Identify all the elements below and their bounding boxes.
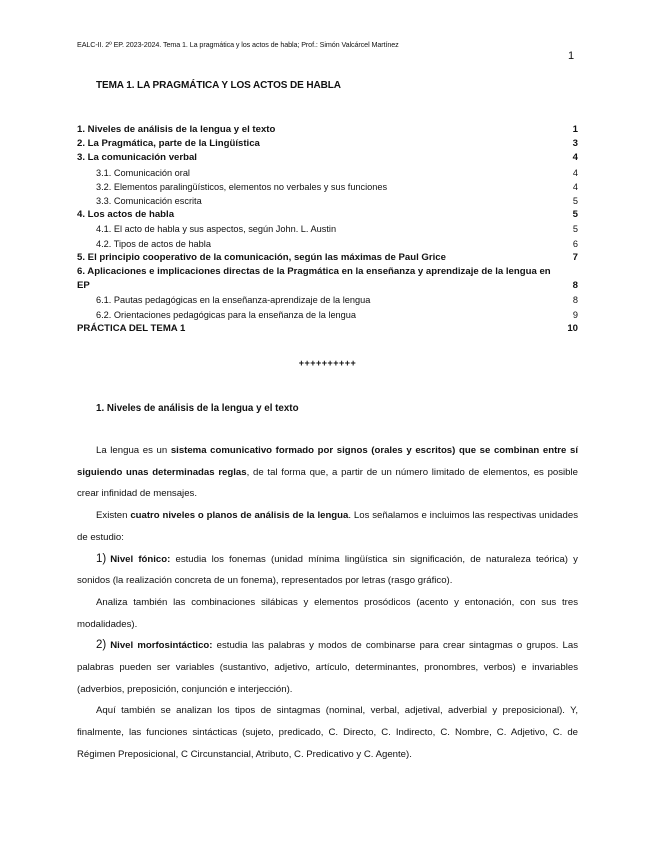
toc-page: 6 — [572, 238, 578, 249]
text-run: , de tal forma que, a partir de un número limitado de elementos, es posible crear infinidad de mensajes. — [77, 466, 578, 500]
toc-page: 4 — [572, 181, 578, 192]
toc-item-practica[interactable] — [77, 322, 578, 336]
toc-page: 9 — [572, 309, 578, 320]
paragraph-5 — [77, 635, 578, 700]
text-run: Existen — [96, 510, 131, 522]
toc-label: PRÁCTICA DEL TEMA 1 — [77, 322, 186, 334]
toc-page: 8 — [572, 280, 578, 292]
table-of-contents — [77, 123, 578, 336]
text-run: estudia las palabras y modos de combinarse para crear sintagmas o grupos. Las palabras pueden ser variables (sustantivo, adjetivo, artículo, determinantes, pronombres, verbos) e invariables (adverbios, preposición, conjunción e interjección). — [77, 640, 578, 695]
toc-label: 6.1. Pautas pedagógicas en la enseñanza-aprendizaje de la lengua — [96, 295, 371, 306]
paragraph-3 — [77, 549, 578, 592]
toc-page: 1 — [572, 124, 578, 135]
paragraph-2 — [77, 505, 578, 548]
list-marker: 1) — [96, 552, 107, 565]
toc-page: 3 — [572, 138, 578, 150]
toc-label: 2. La Pragmática, parte de la Lingüística — [77, 138, 260, 150]
toc-page: 8 — [572, 295, 578, 306]
section-separator: ++++++++++ — [298, 358, 357, 368]
text-run-bold: Nivel fónico: — [110, 553, 171, 565]
toc-item-3-3[interactable] — [77, 194, 578, 208]
toc-item-6-2[interactable] — [77, 308, 578, 322]
toc-label-end: EP — [77, 280, 90, 292]
toc-item-4[interactable] — [77, 208, 578, 222]
toc-label: 3.2. Elementos paralingüísticos, elementos no verbales y sus funciones — [96, 181, 388, 192]
toc-label: 3. La comunicación verbal — [77, 152, 197, 164]
paragraph-6: Aquí también se analizan los tipos de sintagmas (nominal, verbal, adjetival, adverbial y preposicional). Y, finalmente, las funciones sintácticas (sujeto, predicado, C. Directo, C. Indirecto, C. Nombre, C. Adjetivo, C. de Régimen Preposicional, C Circunstancial, Atributo, C. Predicativo y C. Agente). — [77, 705, 578, 760]
toc-label: 4.2. Tipos de actos de habla — [96, 238, 211, 249]
toc-label: 3.1. Comunicación oral — [96, 167, 190, 178]
text-run-bold: Nivel morfosintáctico: — [110, 640, 213, 652]
toc-page: 7 — [572, 251, 578, 263]
toc-page: 5 — [572, 209, 578, 221]
section-heading: 1. Niveles de análisis de la lengua y el texto — [96, 403, 299, 414]
toc-label-continuation — [77, 279, 578, 293]
toc-page: 10 — [567, 322, 578, 334]
toc-label: 4.1. El acto de habla y sus aspectos, según John. L. Austin — [96, 224, 337, 235]
text-run-bold: cuatro niveles o planos de análisis de la lengua — [130, 510, 349, 522]
toc-page: 4 — [572, 152, 578, 164]
toc-page: 5 — [572, 196, 578, 207]
text-run: estudia los fonemas (unidad mínima lingüística sin significación, de naturaleza teórica) y sonidos (la realización concreta de un fonema), representados por letras (rasgo gráfico). — [77, 553, 578, 587]
toc-page: 4 — [572, 167, 578, 178]
toc-item-4-1[interactable] — [77, 222, 578, 236]
toc-item-1[interactable] — [77, 123, 578, 137]
paragraph-4: Analiza también las combinaciones silábicas y elementos prosódicos (acento y entonación, con sus tres modalidades). — [77, 596, 578, 630]
body-text — [77, 440, 578, 766]
toc-item-6-1[interactable] — [77, 293, 578, 307]
list-marker: 2) — [96, 639, 107, 652]
toc-label: 1. Niveles de análisis de la lengua y el texto — [77, 124, 276, 135]
running-header: EALC-II. 2º EP. 2023-2024. Tema 1. La pragmática y los actos de habla; Prof.: Simón Valcárcel Martínez — [77, 40, 399, 49]
toc-item-4-2[interactable] — [77, 237, 578, 251]
text-run: La lengua es un — [96, 445, 171, 456]
toc-page: 5 — [572, 224, 578, 235]
text-run-bold: sistema comunicativo formado por signos (orales y escritos) que se combinan entre sí siguiendo unas determinadas reglas — [77, 445, 578, 478]
toc-label: 4. Los actos de habla — [77, 209, 175, 221]
text-run: . Los señalamos e incluimos las respectivas unidades de estudio: — [77, 510, 578, 543]
toc-item-3-1[interactable] — [77, 166, 578, 180]
page-number: 1 — [568, 50, 575, 62]
toc-label: 3.3. Comunicación escrita — [96, 196, 202, 207]
toc-item-3-2[interactable] — [77, 180, 578, 194]
toc-label: 6. Aplicaciones e implicaciones directas de la Pragmática en la enseñanza y aprendizaje de la lengua en — [77, 266, 551, 278]
toc-item-6[interactable] — [77, 265, 578, 293]
toc-label: 5. El principio cooperativo de la comunicación, según las máximas de Paul Grice — [77, 251, 446, 263]
paragraph-1 — [77, 440, 578, 505]
toc-item-3[interactable] — [77, 151, 578, 165]
toc-label: 6.2. Orientaciones pedagógicas para la enseñanza de la lengua — [96, 309, 356, 320]
toc-item-2[interactable] — [77, 137, 578, 151]
toc-item-5[interactable] — [77, 251, 578, 265]
page-title: TEMA 1. LA PRAGMÁTICA Y LOS ACTOS DE HABLA — [96, 80, 341, 91]
